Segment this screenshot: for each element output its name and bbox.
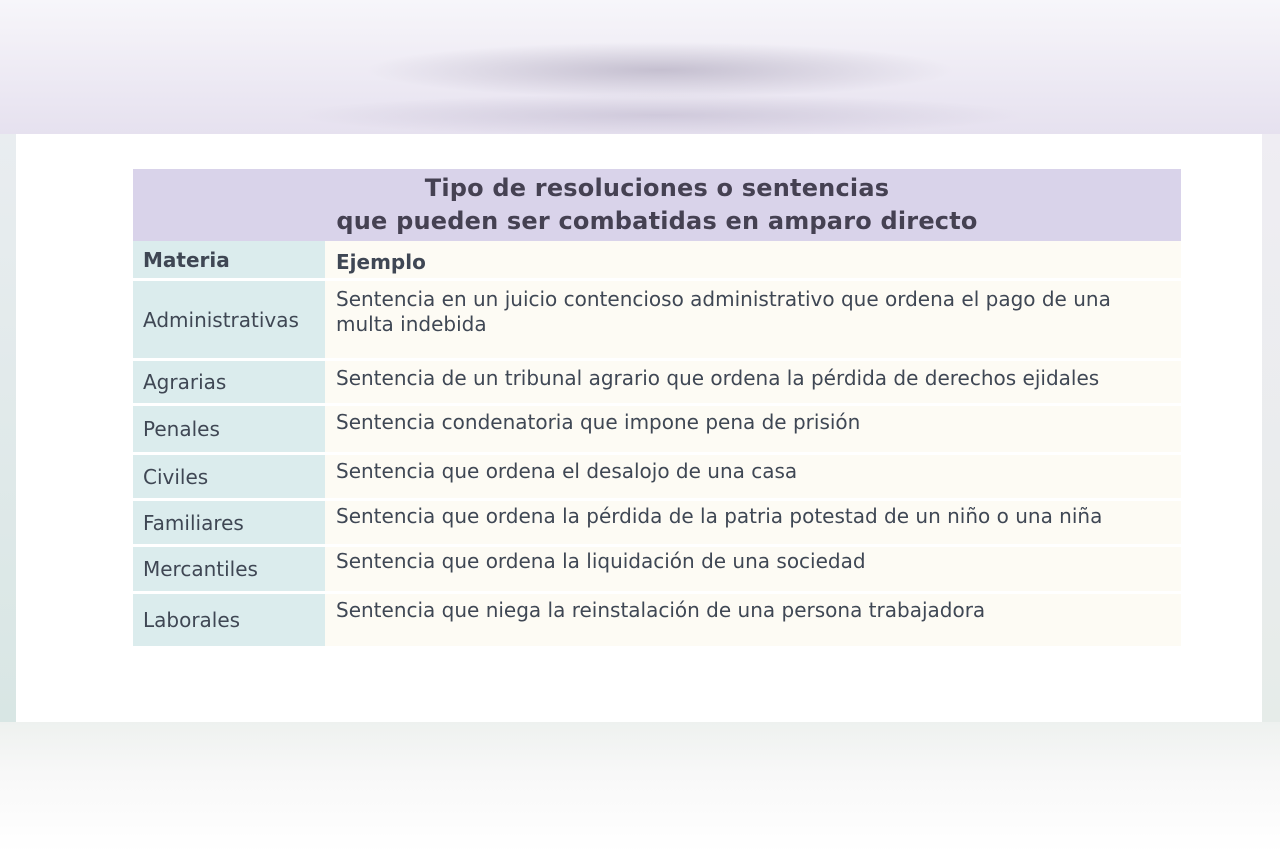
materia-cell: Agrarias: [133, 361, 325, 406]
blurred-backdrop-right: [1262, 134, 1280, 724]
column-header-materia: Materia: [133, 241, 325, 281]
materia-cell: Mercantiles: [133, 547, 325, 594]
materia-cell: Laborales: [133, 594, 325, 646]
resolutions-table: [133, 169, 1181, 646]
column-header-ejemplo: Ejemplo: [325, 241, 1181, 281]
table-title-line-1: Tipo de resoluciones o sentencias: [424, 174, 890, 202]
blurred-backdrop-top: [0, 0, 1280, 134]
ejemplo-text-line-1: Sentencia en un juicio contencioso administrativo que ordena el pago de una: [336, 287, 1111, 311]
table-body: [133, 241, 1181, 646]
materia-cell: Civiles: [133, 455, 325, 501]
ejemplo-cell: Sentencia condenatoria que impone pena de prisión: [325, 406, 1181, 455]
materia-cell: Familiares: [133, 501, 325, 547]
blurred-backdrop-left: [0, 134, 16, 724]
ejemplo-cell: Sentencia que ordena el desalojo de una casa: [325, 455, 1181, 501]
ejemplo-text-line-2: multa indebida: [336, 312, 487, 336]
materia-cell: Administrativas: [133, 281, 325, 361]
slide-panel: [16, 134, 1262, 722]
blurred-backdrop-bottom: [0, 722, 1280, 853]
materia-cell: Penales: [133, 406, 325, 455]
table-title: [133, 169, 1181, 241]
table-title-line-2: que pueden ser combatidas en amparo directo: [336, 207, 978, 235]
ejemplo-cell: Sentencia que ordena la pérdida de la patria potestad de un niño o una niña: [325, 501, 1181, 547]
ejemplo-cell: Sentencia que ordena la liquidación de una sociedad: [325, 547, 1181, 594]
ejemplo-cell: [325, 281, 1181, 361]
ejemplo-cell: Sentencia de un tribunal agrario que ordena la pérdida de derechos ejidales: [325, 361, 1181, 406]
ejemplo-cell: Sentencia que niega la reinstalación de una persona trabajadora: [325, 594, 1181, 646]
